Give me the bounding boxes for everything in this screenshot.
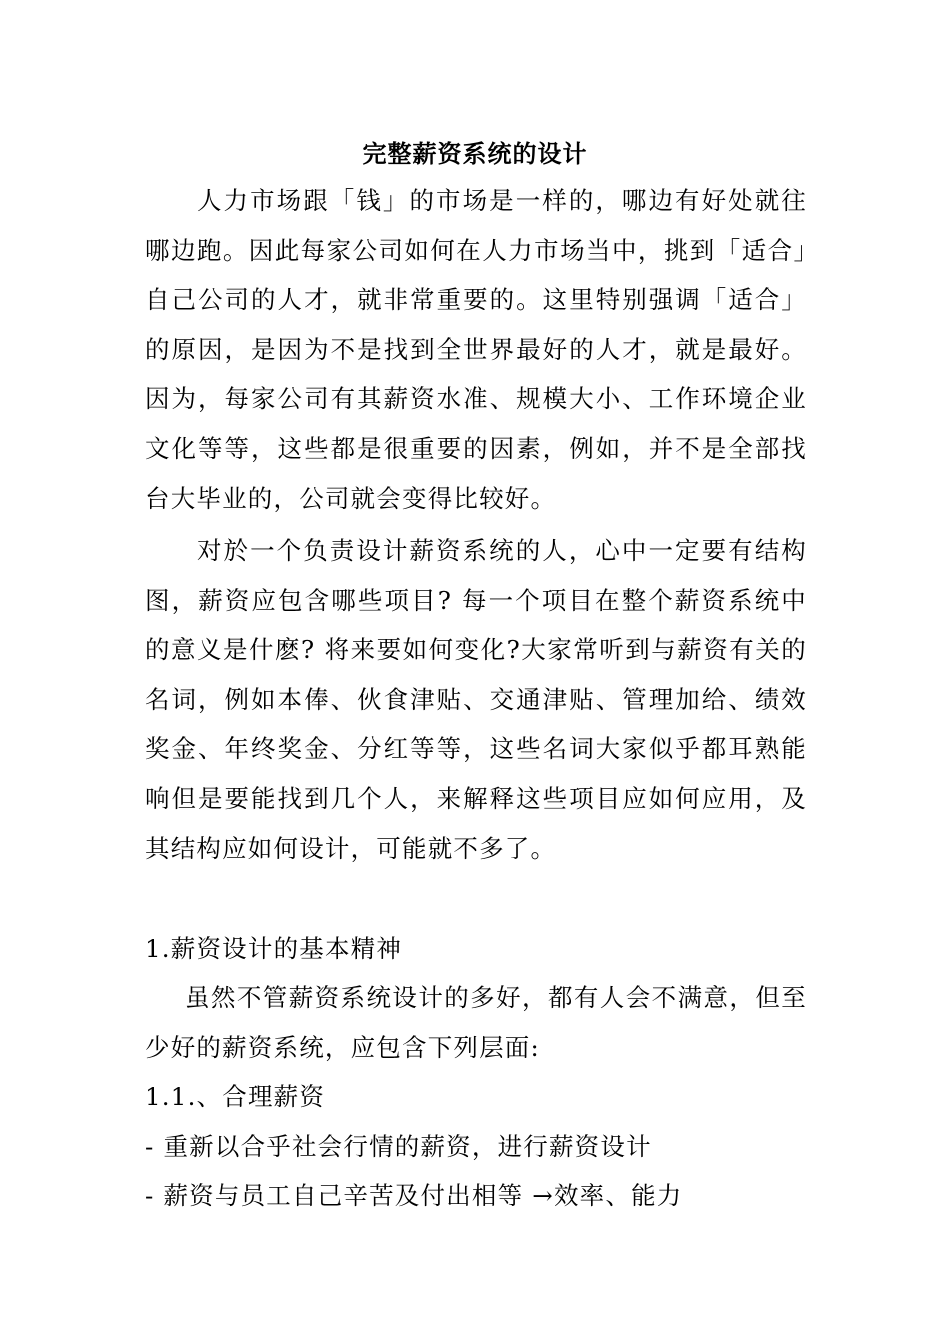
subsection-heading: 1.1.、合理薪资 — [145, 1082, 326, 1111]
paragraph-structure: 对於一个负责设计薪资系统的人，心中一定要有结构图，薪资应包含哪些项目? 每一个项目在整个薪资系统中的意义是什麽? 将来要如何变化?大家常听到与薪资有关的名词，例如本俸、伙食津贴、交通津贴、管理加给、绩效奖金、年终奖金、分红等等，这些名词大家似乎都耳熟能响但是要能找到几个人，来解释这些项目应如何应用，及其结构应如何设计，可能就不多了。 — [145, 536, 807, 863]
paragraph-intro: 人力市场跟「钱」的市场是一样的，哪边有好处就往哪边跑。因此每家公司如何在人力市场当中，挑到「适合」自己公司的人才，就非常重要的。这里特别强调「适合」的原因，是因为不是找到全世界最好的人才，就是最好。因为，每家公司有其薪资水准、规模大小、工作环境企业文化等等，这些都是很重要的因素，例如，并不是全部找台大毕业的，公司就会变得比较好。 — [145, 186, 807, 513]
list-item: - 重新以合乎社会行情的薪资，进行薪资设计 — [145, 1132, 652, 1161]
paragraph-section-intro: 虽然不管薪资系统设计的多好，都有人会不满意，但至少好的薪资系统，应包含下列层面: — [145, 983, 807, 1062]
document-title: 完整薪资系统的设计 — [362, 139, 588, 168]
section-heading: 1.薪资设计的基本精神 — [145, 934, 403, 963]
list-item: - 薪资与员工自己辛苦及付出相等 →效率、能力 — [145, 1181, 683, 1210]
